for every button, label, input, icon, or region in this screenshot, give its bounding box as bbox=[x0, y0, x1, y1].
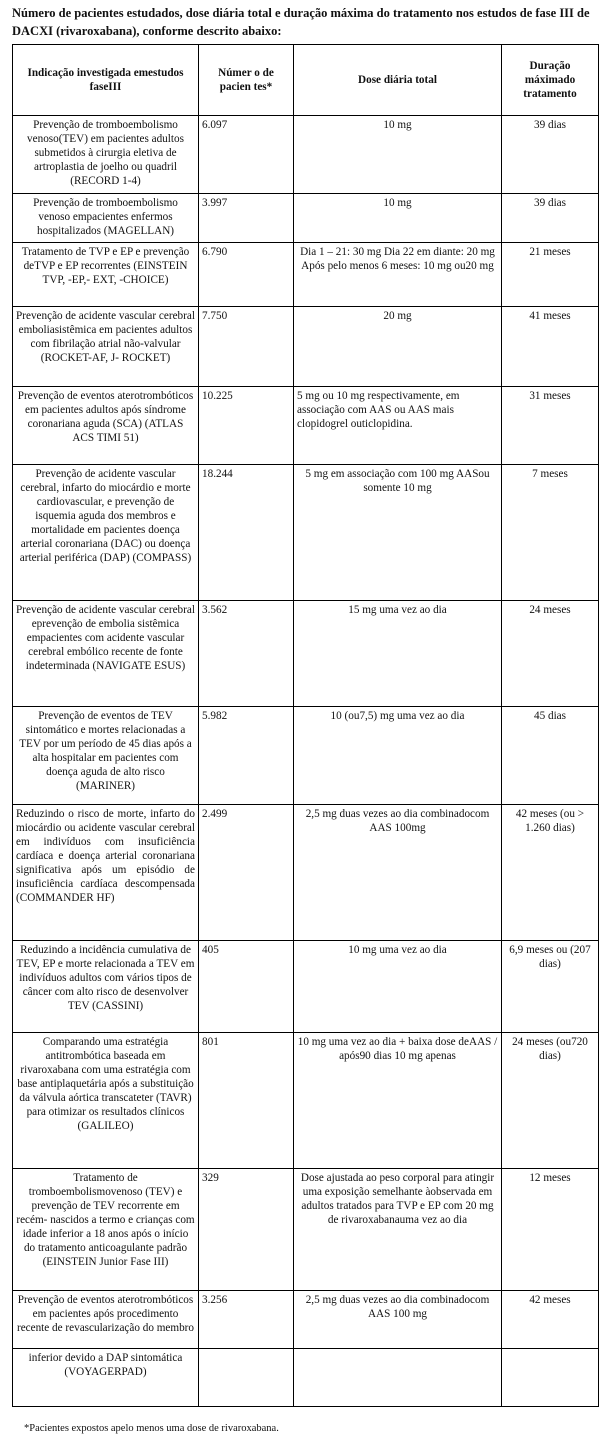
cell-duration: 39 dias bbox=[502, 194, 599, 243]
table-row bbox=[13, 707, 599, 805]
cell-indication: Prevenção de acidente vascular cerebral eprevenção de embolia sistêmica empacientes com acidente vascular cerebral embólico recente de fonte indeterminada (NAVIGATE ESUS) bbox=[13, 601, 199, 707]
table-row bbox=[13, 805, 599, 941]
cell-dose: Dia 1 – 21: 30 mg Dia 22 em diante: 20 mg Após pelo menos 6 meses: 10 mg ou20 mg bbox=[294, 243, 502, 307]
table-row bbox=[13, 116, 599, 194]
header-indication: Indicação investigada emestudos faseIII bbox=[13, 45, 199, 116]
table-row bbox=[13, 1033, 599, 1169]
cell-patients bbox=[199, 1349, 294, 1407]
cell-patients: 18.244 bbox=[199, 465, 294, 601]
table-row bbox=[13, 387, 599, 465]
table-row bbox=[13, 601, 599, 707]
cell-duration: 7 meses bbox=[502, 465, 599, 601]
cell-duration: 45 dias bbox=[502, 707, 599, 805]
cell-indication: Prevenção de acidente vascular cerebral emboliasistêmica em pacientes adultos com fibrilação atrial não-valvular (ROCKET-AF, J- ROCKET) bbox=[13, 307, 199, 387]
cell-indication: Prevenção de tromboembolismo venoso empacientes enfermos hospitalizados (MAGELLAN) bbox=[13, 194, 199, 243]
cell-dose: 2,5 mg duas vezes ao dia combinadocom AAS 100mg bbox=[294, 805, 502, 941]
table-row bbox=[13, 194, 599, 243]
studies-table bbox=[12, 44, 599, 1407]
table-header-row bbox=[13, 45, 599, 116]
cell-patients: 6.097 bbox=[199, 116, 294, 194]
cell-duration: 21 meses bbox=[502, 243, 599, 307]
cell-duration: 42 meses bbox=[502, 1291, 599, 1349]
cell-patients: 801 bbox=[199, 1033, 294, 1169]
cell-dose: 10 mg uma vez ao dia bbox=[294, 941, 502, 1033]
cell-patients: 3.562 bbox=[199, 601, 294, 707]
cell-indication: Prevenção de acidente vascular cerebral, infarto do miocárdio e morte cardiovascular, e prevenção de isquemia aguda dos membros e mortalidade em pacientes doença arterial coronariana (DAC) ou doença arterial periférica (DAP) (COMPASS) bbox=[13, 465, 199, 601]
cell-dose: 10 mg bbox=[294, 194, 502, 243]
table-row bbox=[13, 941, 599, 1033]
cell-duration: 31 meses bbox=[502, 387, 599, 465]
cell-dose bbox=[294, 1349, 502, 1407]
cell-indication: Comparando uma estratégia antitrombótica baseada em rivaroxabana com uma estratégia com base antiplaquetária após a substituição da válvula aórtica transcateter (TAVR) para otimizar os resultados clínicos (GALILEO) bbox=[13, 1033, 199, 1169]
cell-duration: 41 meses bbox=[502, 307, 599, 387]
cell-patients: 405 bbox=[199, 941, 294, 1033]
table-row bbox=[13, 1169, 599, 1291]
cell-dose: 5 mg em associação com 100 mg AASou somente 10 mg bbox=[294, 465, 502, 601]
footnote: *Pacientes expostos apelo menos uma dose de rivaroxabana. bbox=[24, 1423, 279, 1434]
cell-indication: Tratamento de tromboembolismovenoso (TEV) e prevenção de TEV recorrente em recém- nascidos a termo e crianças com idade inferior a 18 anos após o início do tratamento anticoagulante padrão (EINSTEIN Junior Fase III) bbox=[13, 1169, 199, 1291]
page-title: Número de pacientes estudados, dose diária total e duração máxima do tratamento nos estudos de fase III de DACXI (rivaroxabana), conforme descrito abaixo: bbox=[12, 6, 590, 38]
cell-dose: 5 mg ou 10 mg respectivamente, em associação com AAS ou AAS mais clopidogrel outiclopidina. bbox=[294, 387, 502, 465]
cell-patients: 2.499 bbox=[199, 805, 294, 941]
table-row bbox=[13, 1291, 599, 1349]
table-row bbox=[13, 243, 599, 307]
cell-indication: inferior devido a DAP sintomática (VOYAGERPAD) bbox=[13, 1349, 199, 1407]
cell-duration: 12 meses bbox=[502, 1169, 599, 1291]
cell-indication: Prevenção de tromboembolismo venoso(TEV) em pacientes adultos submetidos à cirurgia eletiva de artroplastia de joelho ou quadril (RECORD 1-4) bbox=[13, 116, 199, 194]
cell-dose: 10 mg uma vez ao dia + baixa dose deAAS / após90 dias 10 mg apenas bbox=[294, 1033, 502, 1169]
cell-duration bbox=[502, 1349, 599, 1407]
cell-indication: Tratamento de TVP e EP e prevenção deTVP e EP recorrentes (EINSTEIN TVP, -EP,- EXT, -CHOICE) bbox=[13, 243, 199, 307]
table-row bbox=[13, 1349, 599, 1407]
cell-indication: Reduzindo a incidência cumulativa de TEV, EP e morte relacionada a TEV em indivíduos adultos com vários tipos de câncer com alto risco de desenvolver TEV (CASSINI) bbox=[13, 941, 199, 1033]
cell-patients: 3.997 bbox=[199, 194, 294, 243]
cell-duration: 42 meses (ou > 1.260 dias) bbox=[502, 805, 599, 941]
cell-duration: 39 dias bbox=[502, 116, 599, 194]
cell-dose: 20 mg bbox=[294, 307, 502, 387]
cell-patients: 5.982 bbox=[199, 707, 294, 805]
cell-indication: Prevenção de eventos aterotrombóticos em pacientes após procedimento recente de revascularização do membro bbox=[13, 1291, 199, 1349]
cell-patients: 7.750 bbox=[199, 307, 294, 387]
cell-indication: Reduzindo o risco de morte, infarto do miocárdio ou acidente vascular cerebral em indivíduos com insuficiência cardíaca e doença arterial coronariana significativa após um episódio de insuficiência cardíaca descompensada (COMMANDER HF) bbox=[13, 805, 199, 941]
cell-patients: 329 bbox=[199, 1169, 294, 1291]
cell-dose: 10 mg bbox=[294, 116, 502, 194]
cell-dose: 10 (ou7,5) mg uma vez ao dia bbox=[294, 707, 502, 805]
cell-indication: Prevenção de eventos aterotrombóticos em pacientes adultos após síndrome coronariana aguda (SCA) (ATLAS ACS TIMI 51) bbox=[13, 387, 199, 465]
header-duration: Duração máximado tratamento bbox=[502, 45, 599, 116]
cell-duration: 24 meses (ou720 dias) bbox=[502, 1033, 599, 1169]
cell-dose: Dose ajustada ao peso corporal para atingir uma exposição semelhante àobservada em adultos tratados para TVP e EP com 20 mg de rivaroxabanauma vez ao dia bbox=[294, 1169, 502, 1291]
table-row bbox=[13, 307, 599, 387]
cell-duration: 6,9 meses ou (207 dias) bbox=[502, 941, 599, 1033]
cell-indication: Prevenção de eventos de TEV sintomático e mortes relacionadas a TEV por um período de 45 dias após a alta hospitalar em pacientes com doença aguda de alto risco (MARINER) bbox=[13, 707, 199, 805]
table-row bbox=[13, 465, 599, 601]
cell-dose: 2,5 mg duas vezes ao dia combinadocom AAS 100 mg bbox=[294, 1291, 502, 1349]
cell-patients: 6.790 bbox=[199, 243, 294, 307]
cell-patients: 3.256 bbox=[199, 1291, 294, 1349]
cell-patients: 10.225 bbox=[199, 387, 294, 465]
header-patients: Númer o de pacien tes* bbox=[199, 45, 294, 116]
cell-duration: 24 meses bbox=[502, 601, 599, 707]
cell-dose: 15 mg uma vez ao dia bbox=[294, 601, 502, 707]
header-dose: Dose diária total bbox=[294, 45, 502, 116]
